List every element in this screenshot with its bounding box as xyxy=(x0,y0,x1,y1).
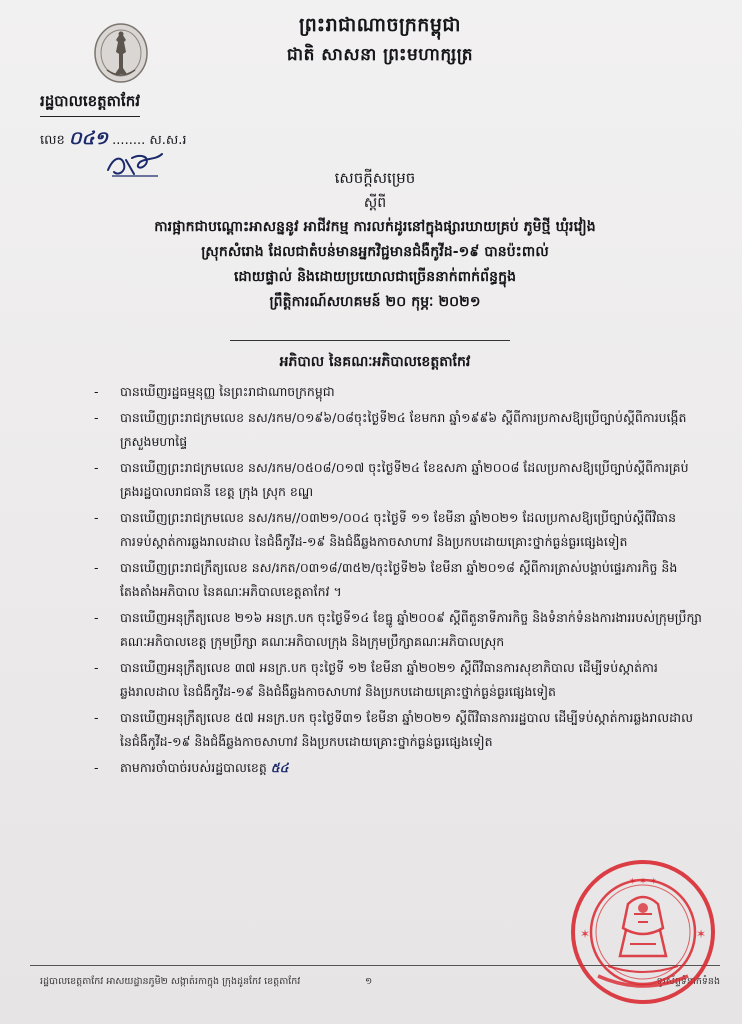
reference-number: លេខ ០៤១ ........ ស.ស.រ xyxy=(40,128,187,149)
consideration-item xyxy=(106,756,706,781)
svg-text:✶: ✶ xyxy=(696,927,707,941)
official-seal xyxy=(568,858,718,1006)
subject-line: ព្រឹត្តិការណ៍សហគមន៍ ២០ កុម្ភៈ ២០២១ xyxy=(269,294,481,310)
consideration-item: - បានឃើញព្រះរាជក្រឹត្យលេខ នស/រកត/០៣១៨/៣៥២/ចុះថ្ងៃទី២៦ ខែមីនា ឆ្នាំ២០១៨ ស្តីពីការត្រាស់បង្គាប់ផ្ទេរភារកិច្ច និងតែងតាំងអភិបាល នៃគណៈអភិបាលខេត្តតាកែវ ។ xyxy=(106,556,706,605)
subject-line: ស្រុកសំរោង ដែលជាតំបន់មានអ្នកវិជ្ជមានជំងឺកូវីដ-១៩ បានប៉ះពាល់ xyxy=(201,244,549,260)
concerning-label: ស្តីពី xyxy=(363,195,387,211)
consideration-item: - បានឃើញអនុក្រឹត្យលេខ ២១៦ អនក្រ.បក ចុះថ្ងៃទី១៤ ខែធ្នូ ឆ្នាំ២០០៩ ស្តីពីតួនាទីភារកិច្ច និងទំនាក់ទំនងការងាររបស់ក្រុមប្រឹក្សា គណៈអភិបាលខេត្ត ក្រុមប្រឹក្សា គណៈអភិបាលក្រុង និងក្រុមប្រឹក្សាគណៈអភិបាលស្រុក xyxy=(106,606,706,655)
decision-heading: សេចក្តីសម្រេច xyxy=(334,169,416,187)
consideration-item: - បានឃើញព្រះរាជក្រមលេខ នស/រកម/០៥០៨/០១៧ ចុះថ្ងៃទី២៤ ខែឧសភា ឆ្នាំ២០០៨ ដែលប្រកាសឱ្យប្រើច្បាប់ស្តីពីការគ្រប់គ្រងរដ្ឋបាលរាជធានី ខេត្ត ក្រុង ស្រុក ខណ្ឌ xyxy=(106,456,706,505)
consideration-item: - បានឃើញព្រះរាជក្រមលេខ នស/រកម//០៣២១/០០៤ ចុះថ្ងៃទី ១១ ខែមីនា ឆ្នាំ២០២១ ដែលប្រកាសឱ្យប្រើច្បាប់ស្តីពីវិធានការទប់ស្កាត់ការឆ្លងរាលដាល នៃជំងឺកូវីដ-១៩ និងជំងឺឆ្លងកាចសាហាវ និងប្រកបដោយគ្រោះថ្នាក់ធ្ងន់ធ្ងរផ្សេងទៀត xyxy=(106,506,706,555)
page-number: ១ xyxy=(365,976,373,987)
governor-heading: អភិបាល នៃគណៈអភិបាលខេត្តតាកែវ xyxy=(279,354,471,370)
consideration-item: - បានឃើញអនុក្រឹត្យលេខ ៥៧ អនក្រ.បក ចុះថ្ងៃទី៣១ ខែមីនា ឆ្នាំ២០២១ ស្តីពីវិធានការរដ្ឋបាល ដើម្បីទប់ស្កាត់ការឆ្លងរាលដាល នៃជំងឺកូវីដ-១៩ និងជំងឺឆ្លងកាចសាហាវ និងប្រកបដោយគ្រោះថ្នាក់ធ្ងន់ធ្ងរផ្សេងទៀត xyxy=(106,706,706,755)
ministry-emblem xyxy=(93,22,149,84)
handwritten-number: ០៤១ xyxy=(68,128,109,149)
province-administration: រដ្ឋបាលខេត្តតាកែវ xyxy=(40,92,140,117)
final-item-text: តាមការចាំបាច់របស់រដ្ឋបាលខេត្ត xyxy=(120,759,267,775)
decision-title xyxy=(30,165,720,315)
consideration-item: - បានឃើញអនុក្រឹត្យលេខ ៣៧ អនក្រ.បក ចុះថ្ងៃទី ១២ ខែមីនា ឆ្នាំ២០២១ ស្តីពីវិធានការសុខាភិបាល ដើម្បីទប់ស្កាត់ការឆ្លងរាលដាល នៃជំងឺកូវីដ-១៩ និងជំងឺឆ្លងកាចសាហាវ និងប្រកបដោយគ្រោះថ្នាក់ធ្ងន់ធ្ងរផ្សេងទៀត xyxy=(106,656,706,705)
footer-contact: ទូរស័ព្ទទំនាក់ទំនង xyxy=(656,976,720,987)
national-motto: ជាតិ សាសនា ព្រះមហាក្សត្រ xyxy=(286,45,474,65)
subject-line: ការផ្អាកជាបណ្តោះអាសន្ននូវ អាជីវកម្ម ការលក់ដូរនៅក្នុងផ្សារឃាយគ្រប់ ភូមិថ្មី ឃុំរវៀង xyxy=(154,219,596,235)
kingdom-title: ព្រះរាជាណាចក្រកម្ពុជា xyxy=(299,14,461,36)
svg-text:✶ ✶ ✶: ✶ ✶ ✶ xyxy=(628,877,658,887)
handwritten-annotation: ៥៤ xyxy=(270,759,289,775)
reference-label: លេខ xyxy=(40,133,65,148)
subject-line: ដោយផ្ទាល់ និងដោយប្រយោលជាច្រើននាក់ពាក់ព័ន្ធក្នុង xyxy=(233,269,517,285)
considerations-list xyxy=(106,380,706,781)
kingdom-header xyxy=(240,10,520,70)
consideration-item: - បានឃើញព្រះរាជក្រមលេខ នស/រកម/០១៩៦/០៨ចុះថ្ងៃទី២៤ ខែមករា ឆ្នាំ១៩៩៦ ស្តីពីការប្រកាសឱ្យប្រើច្បាប់ស្តីពីការបង្កើតក្រសួងមហាផ្ទៃ xyxy=(106,406,706,455)
footer-address: រដ្ឋបាលខេត្តតាកែវ អាសយដ្ឋានភូមិ២ សង្កាត់រកាក្នុង ក្រុងដូនកែវ ខេត្តតាកែវ xyxy=(40,976,301,987)
section-divider xyxy=(230,340,510,341)
reference-suffix: ស.ស.រ xyxy=(149,133,187,148)
consideration-item: - បានឃើញរដ្ឋធម្មនុញ្ញ នៃព្រះរាជាណាចក្រកម្ពុជា xyxy=(106,380,706,405)
svg-text:✶: ✶ xyxy=(580,927,591,941)
